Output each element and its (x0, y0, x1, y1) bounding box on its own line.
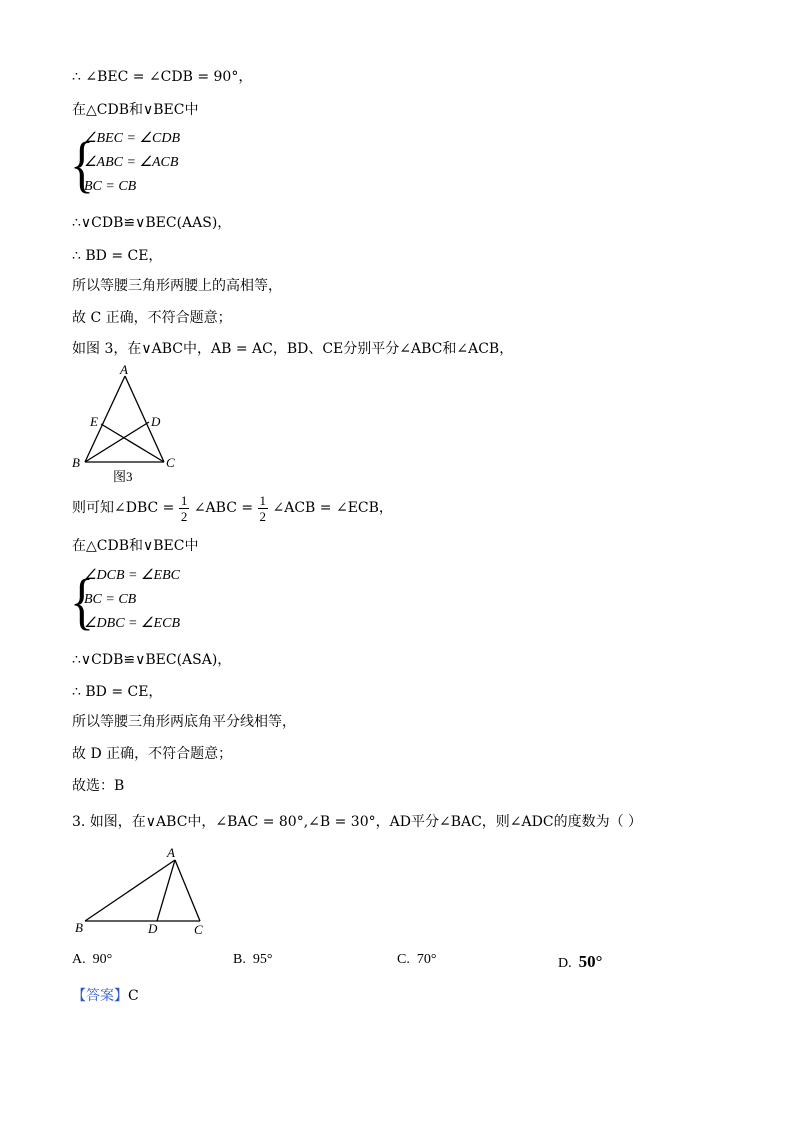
system1-eq-1: ∠BEC = ∠CDB (84, 131, 180, 146)
fig3-caption: 图3 (113, 469, 133, 484)
answer-tag: 【答案】 (72, 988, 128, 1004)
statement-line-11: ∴ BD = CE， (72, 684, 163, 700)
statement-line-3: ∴∨CDB≌∨BEC(AAS)， (72, 215, 232, 231)
frac2-den: 2 (259, 508, 267, 524)
choice-d-label: D. (558, 956, 572, 971)
fraction-half-2 (258, 493, 269, 524)
statement-line-12: 所以等腰三角形两底角平分线相等， (72, 714, 296, 730)
answer-line (72, 985, 139, 1005)
system-brace-2: { (70, 565, 94, 636)
choice-c-value: 70° (416, 952, 437, 967)
frac1-den: 2 (180, 508, 188, 524)
frac2-num: 1 (259, 492, 267, 508)
statement-line-14: 故选：B (72, 778, 125, 794)
system-brace-1: { (70, 128, 94, 199)
choice-c (397, 952, 436, 968)
statement-line-8 (72, 492, 393, 524)
fig3-label-D: D (151, 414, 161, 429)
q3-label-C: C (194, 922, 203, 937)
line8-mid1: ∠ABC = (193, 500, 254, 516)
fraction-half-1 (179, 493, 190, 524)
choice-a-label: A. (72, 952, 86, 967)
choice-b-label: B. (233, 952, 246, 967)
fig3-label-E: E (90, 414, 98, 429)
system2-eq-3: ∠DBC = ∠ECB (84, 616, 180, 631)
choice-d-value: 50° (578, 952, 603, 971)
statement-line-10: ∴∨CDB≌∨BEC(ASA)， (72, 652, 232, 668)
fig3-label-A: A (120, 362, 128, 377)
question-3: 3. 如图，在∨ABC中，∠BAC = 80°,∠B = 30°，AD平分∠BAC，则∠ADC的度数为（ ） (72, 814, 643, 830)
figure-q3 (70, 843, 220, 938)
frac1-num: 1 (180, 492, 188, 508)
statement-line-6: 故 C 正确，不符合题意； (72, 310, 232, 326)
line8-mid2: ∠ACB = ∠ECB， (272, 500, 393, 516)
choice-b-value: 95° (252, 952, 273, 967)
statement-line-13: 故 D 正确，不符合题意； (72, 746, 233, 762)
statement-line-7: 如图 3，在∨ABC中，AB = AC，BD、CE分别平分∠ABC和∠ACB， (72, 341, 514, 357)
system1-eq-3: BC = CB (84, 179, 137, 194)
fig3-label-B: B (72, 455, 80, 470)
q3-label-B: B (75, 920, 83, 935)
statement-line-5: 所以等腰三角形两腰上的高相等， (72, 278, 282, 294)
answer-value: C (128, 988, 139, 1004)
choice-a (72, 952, 112, 968)
q3-label-D: D (148, 921, 158, 936)
line8-prefix: 则可知∠DBC = (72, 500, 175, 516)
equation-system-2 (84, 564, 180, 636)
choice-a-value: 90° (92, 952, 113, 967)
system2-eq-1: ∠DCB = ∠EBC (84, 568, 180, 583)
statement-line-4: ∴ BD = CE， (72, 248, 163, 264)
choice-d (558, 952, 602, 972)
fig3-label-C: C (166, 455, 175, 470)
choice-c-label: C. (397, 952, 410, 967)
statement-line-9: 在△CDB和∨BEC中 (72, 538, 199, 554)
choice-b (233, 952, 272, 968)
statement-line-1: ∴ ∠BEC = ∠CDB = 90°， (72, 69, 253, 85)
figure-3 (68, 362, 188, 487)
q3-label-A: A (167, 845, 175, 860)
system1-eq-2: ∠ABC = ∠ACB (84, 155, 179, 170)
system2-eq-2: BC = CB (84, 592, 137, 607)
statement-line-2: 在△CDB和∨BEC中 (72, 102, 199, 118)
equation-system-1 (84, 127, 180, 199)
